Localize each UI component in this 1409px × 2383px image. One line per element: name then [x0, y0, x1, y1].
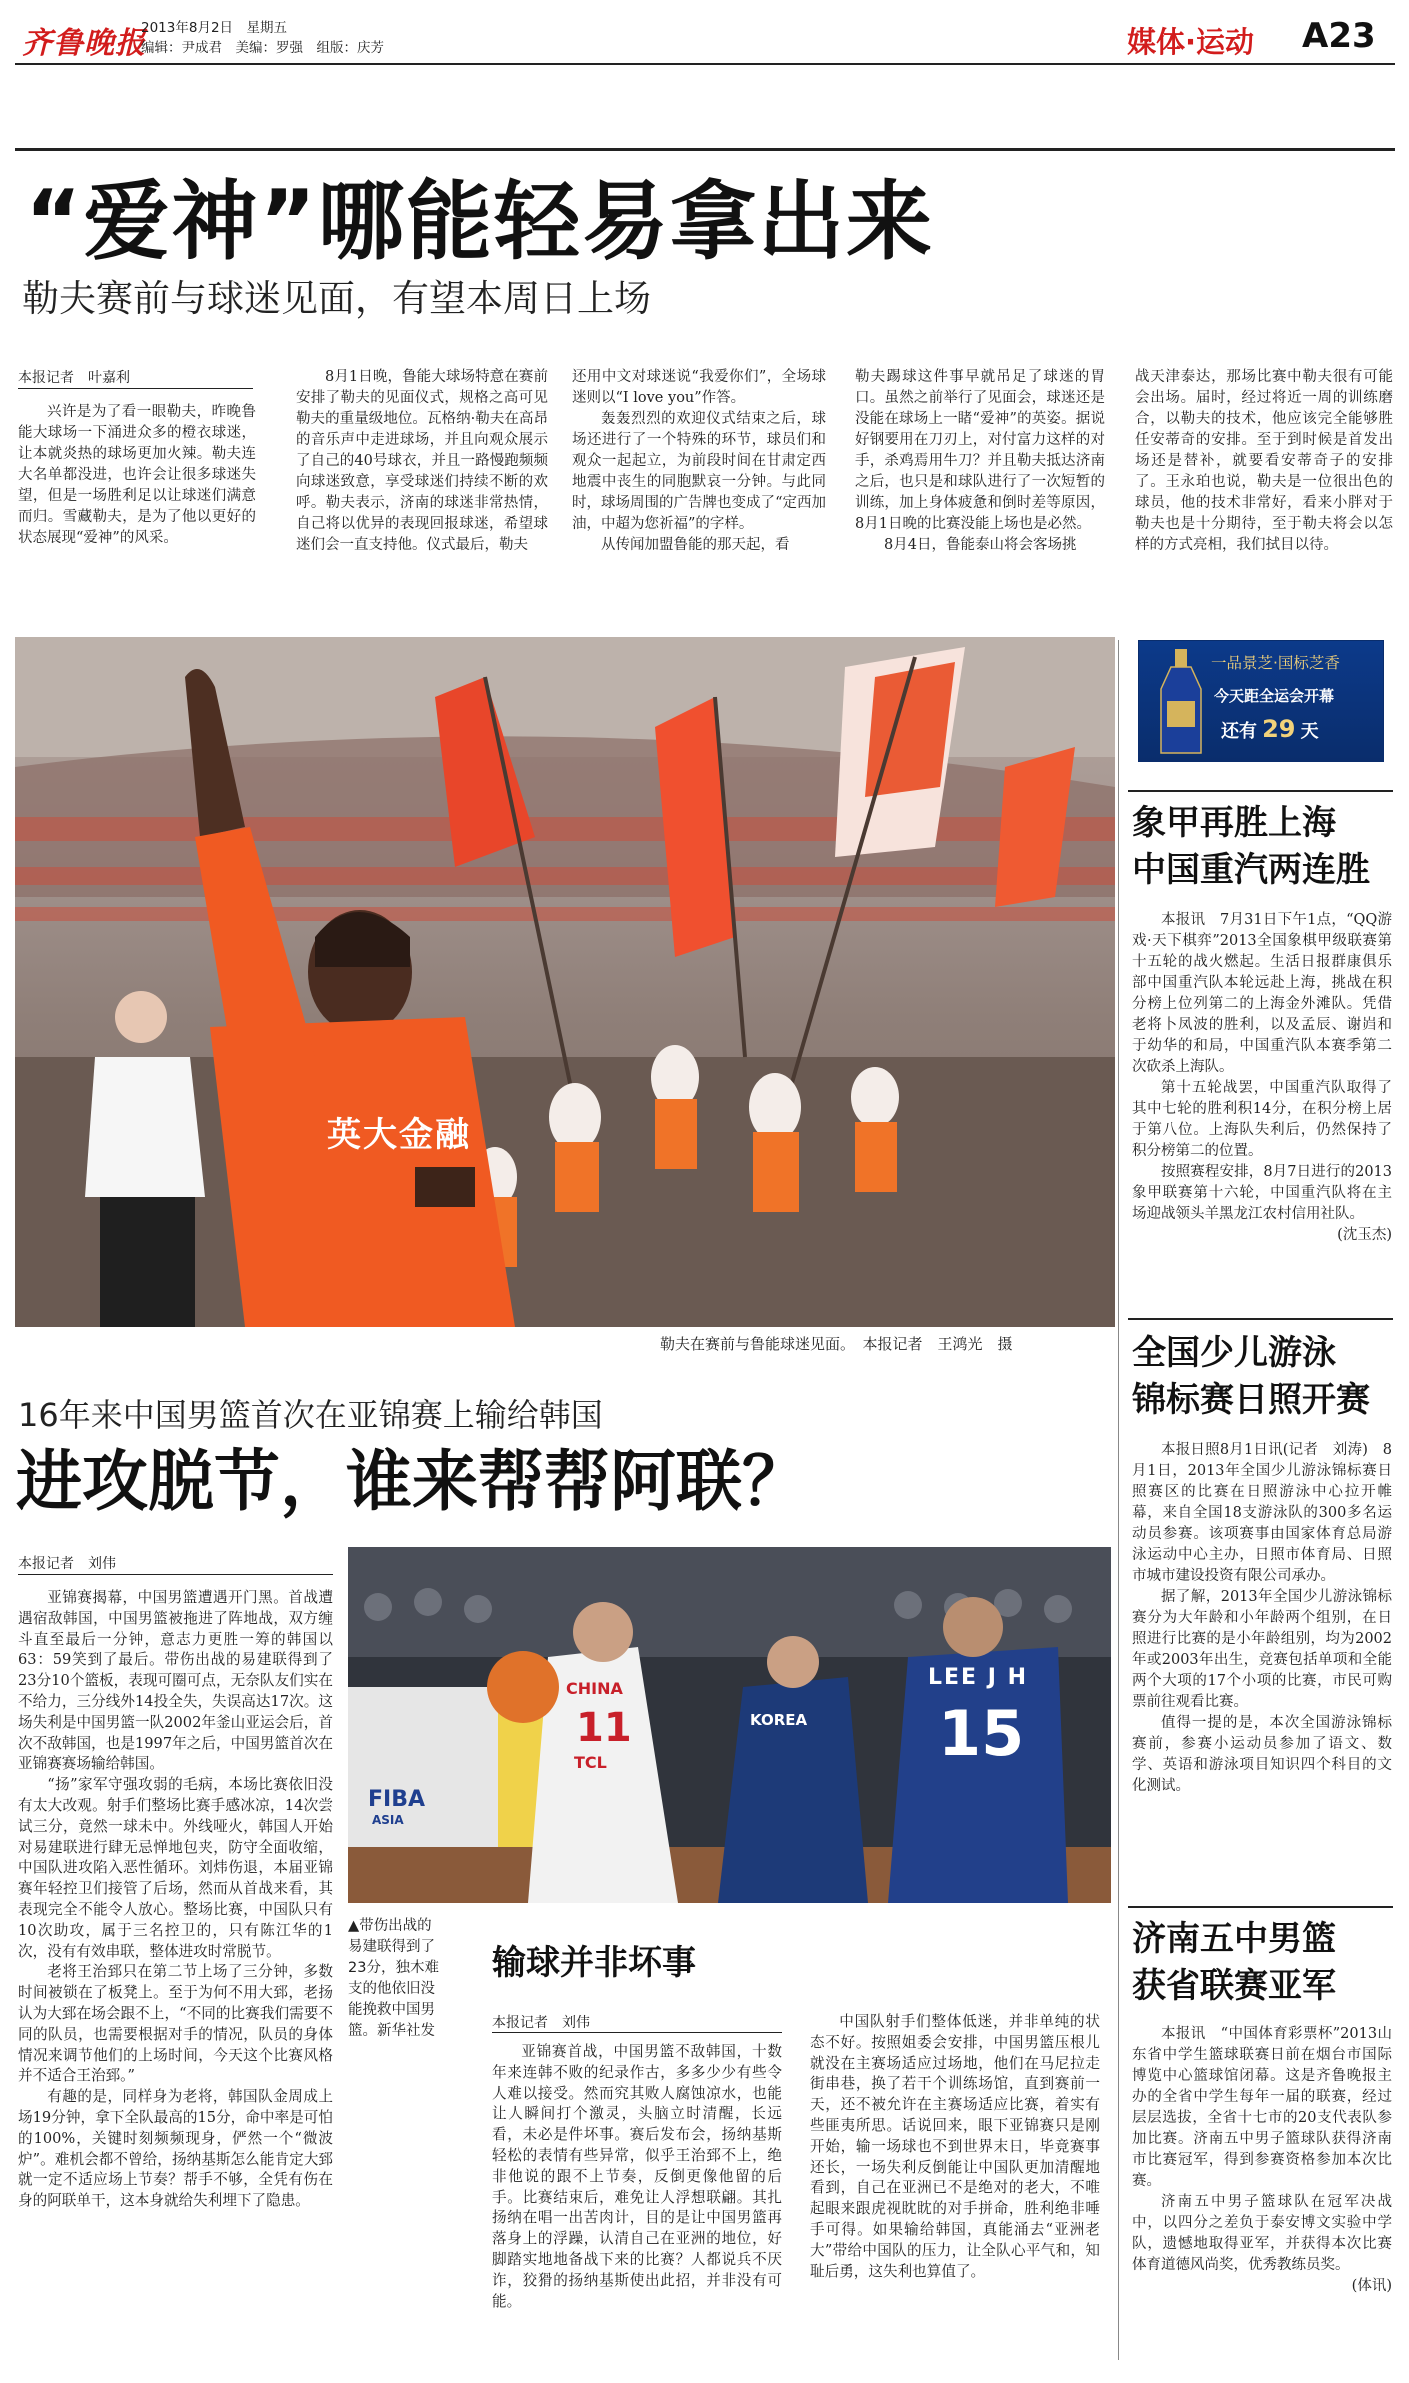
commentary-headline: 输球并非坏事: [492, 1943, 696, 1983]
sidebar-paragraph: 本报讯 7月31日下午1点，“QQ游戏·天下棋弈”2013全国象棋甲级联赛第十五轮的战火燃起。生活日报群康俱乐部中国重汽队本轮远赴上海，挑战在积分榜上位列第二的上海金外滩队。凭借老将卜凤波的胜利，以及孟辰、谢岿和于幼华的和局，中国重汽队本赛季第二次砍杀上海队。: [1132, 912, 1392, 1075]
sidebar-story: [1132, 1440, 1392, 1797]
korea-jersey-name: LEE J H: [928, 1665, 1028, 1690]
basketball-byline: 本报记者 刘伟: [18, 1556, 116, 1572]
lead-byline: 本报记者 叶嘉利: [18, 370, 130, 386]
ad-brand: 一品景芝·国标芝香: [1211, 654, 1340, 672]
lead-paragraph: 战天津泰达，那场比赛中勒夫很有可能会出场。届时，经过将近一周的训练磨合，以勒夫的技术，他应该完全能够胜任安蒂奇的安排。至于到时候是首发出场还是替补，就要看安蒂奇子的安排了。王永珀也说，勒夫是一位很出色的球员，他的技术非常好，看来小胖对于勒夫也是十分期待，至于勒夫将会以怎样的方式亮相，我们拭目以待。: [1135, 369, 1393, 553]
sidebar-story: [1132, 2024, 1392, 2297]
lead-column-4: [855, 367, 1105, 556]
korea-jersey-number: 15: [938, 1697, 1025, 1770]
basketball-photo-caption: ▲带伤出战的易建联得到了23分，独木难支的他依旧没能挽救中国男篮。新华社发: [348, 1918, 439, 2039]
jersey-sponsor-text: 英大金融: [327, 1115, 471, 1155]
basketball-paragraph: “扬”家军守强攻弱的毛病，本场比赛依旧没有太大改观。射手们整场比赛手感冰凉，14次尝试三分，竟然一球未中。外线哑火，韩国人开始对易建联进行肆无忌惮地包夹，防守全面收缩，中国队进攻陷入恶性循环。刘炜伤退，本届亚锦赛年轻控卫们接管了后场，然而从首战来看，其表现完全不能令人放心。整场比赛，中国队只有10次助攻，属于三名控卫的，只有陈江华的1次，没有有效串联，整体进攻时常脱节。: [18, 1776, 333, 1960]
sidebar-story: [1132, 910, 1392, 1246]
jersey-sponsor: TCL: [574, 1753, 607, 1772]
lead-paragraph: 兴许是为了看一眼勒夫，昨晚鲁能大球场一下涌进众多的橙衣球迷，让本就炎热的球场更加火辣。勒夫连大名单都没进，也许会让很多球迷失望，但是一场胜利足以让球迷们满意而归。雪藏勒夫，是为了他以更好的状态展现“爱神”的风采。: [18, 404, 256, 546]
ad-countdown-unit: 天: [1300, 721, 1319, 742]
sidebar-headline-line: 获省联赛亚军: [1132, 1966, 1336, 2006]
sidebar-headline: [1132, 1330, 1394, 1424]
lead-photo-caption: 勒夫在赛前与鲁能球迷见面。 本报记者 王鸿光 摄: [660, 1335, 1013, 1353]
lead-headline: “爱神”哪能轻易拿出来: [25, 172, 935, 272]
basketball-paragraph: 亚锦赛揭幕，中国男篮遭遇开门黑。首战遭遇宿敌韩国，中国男篮被拖进了阵地战，双方缠斗直至最后一分钟，意志力更胜一筹的韩国以63：59笑到了最后。带伤出战的易建联得到了23分10个篮板，表现可圈可点，无奈队友们实在不给力，三分线外14投全失，失误高达17次。这场失利是中国男篮一队2002年釜山亚运会后，首次不敌韩国，也是1997年之后，中国男篮首次在亚锦赛赛场输给韩国。: [18, 1589, 333, 1773]
ad-countdown-line: 今天距全运会开幕: [1214, 687, 1335, 705]
sidebar-rule-1: [1128, 790, 1393, 792]
basketball-byline-rule: [18, 1574, 333, 1575]
sidebar-rule-2: [1128, 1318, 1393, 1320]
basketball-headline: 进攻脱节，谁来帮帮阿联？: [16, 1443, 808, 1520]
lead-column-3: [572, 367, 826, 556]
sidebar-paragraph: 按照赛程安排，8月7日进行的2013象甲联赛第十六轮，中国重汽队将在主场迎战领头羊黑龙江农村信用社队。: [1132, 1164, 1392, 1222]
lead-paragraph: 勒夫踢球这件事早就吊足了球迷的胃口。虽然之前举行了见面会，球迷还是没能在球场上一睹“爱神”的英姿。据说好钢要用在刀刃上，对付富力这样的对手，杀鸡焉用牛刀？并且勒夫抵达济南之后，也只是和球队进行了一次短暂的训练，加上身体疲惫和倒时差等原因，8月1日晚的比赛没能上场也是必然。: [855, 369, 1105, 532]
korea-jersey-text: KOREA: [750, 1711, 808, 1729]
sidebar-paragraph: 本报讯 “中国体育彩票杯”2013山东省中学生篮球联赛日前在烟台市国际博览中心篮球馆闭幕。这是齐鲁晚报主办的全省中学生每年一届的联赛，经过层层选拔，全省十七市的20支代表队参加比赛。济南五中男子篮球队获得济南市比赛冠军，得到参赛资格参加本次比赛。: [1132, 2026, 1392, 2189]
sidebar-credit: (体讯): [1351, 2278, 1392, 2294]
advertisement: [1138, 640, 1384, 762]
basketball-photo: [348, 1547, 1111, 1903]
sidebar-paragraph: 第十五轮战罢，中国重汽队取得了其中七轮的胜利积14分，在积分榜上居于第八位。上海队失利后，仍然保持了积分榜第二的位置。: [1132, 1080, 1392, 1159]
sidebar-divider: [1118, 640, 1119, 2360]
lead-column-2: [296, 367, 548, 556]
sidebar-headline: [1132, 1916, 1394, 2010]
masthead: [0, 0, 1409, 70]
page-number: A23: [1302, 16, 1376, 56]
lead-paragraph: 轰轰烈烈的欢迎仪式结束之后，球场还进行了一个特殊的环节，球员们和观众一起起立，为前段时间在甘肃定西地震中丧生的同胞默哀一分钟。与此同时，球场周围的广告牌也变成了“定西加油，中超为您祈福”的字样。: [572, 411, 826, 532]
layout-credit: 组版：庆芳: [316, 40, 384, 56]
ad-countdown-days: 29: [1262, 715, 1296, 743]
lead-paragraph: 从传闻加盟鲁能的那天起，看: [601, 537, 790, 553]
basketball-paragraph: 有趣的是，同样身为老将，韩国队金周成上场19分钟，拿下全队最高的15分，命中率是可怕的100%，关键时刻频频现身，俨然一个“微波炉”。难机会都不曾给，扬纳基斯怎么能肯定大郅就一定不适应场上节奏？帮手不够，全凭有伤在身的阿联单干，这本身就给失利埋下了隐患。: [18, 2088, 333, 2210]
sidebar-paragraph: 据了解，2013年全国少儿游泳锦标赛分为大年龄和小年龄两个组别，在日照进行比赛的是小年龄组别，均为2002年或2003年出生，竞赛包括单项和全能两个大项的17个小项的比赛，市民可购票前往观看比赛。: [1132, 1589, 1392, 1710]
basketball-kicker: 16年来中国男篮首次在亚锦赛上输给韩国: [18, 1396, 603, 1434]
lead-byline-rule: [18, 388, 253, 389]
designer-credit: 美编：罗强: [235, 40, 303, 56]
sidebar-headline-line: 象甲再胜上海: [1132, 803, 1336, 843]
sidebar-credit: (沈玉杰): [1337, 1227, 1392, 1243]
sidebar-paragraph: 济南五中男子篮球队在冠军决战中，以四分之差负于泰安博文实验中学队，遗憾地取得亚军，并获得本次比赛体育道德风尚奖，优秀教练员奖。: [1132, 2194, 1392, 2273]
lead-paragraph: 还用中文对球迷说“我爱你们”，全场球迷则以“I love you”作答。: [572, 369, 826, 406]
sidebar-paragraph: 本报日照8月1日讯(记者 刘涛) 8月1日，2013年全国少儿游泳锦标赛日照赛区的比赛在日照游泳中心拉开帷幕，来自全国18支游泳队的300多名运动员参赛。该项赛事由国家体育总局游泳运动中心主办，日照市体育局、日照市城市建设投资有限公司承办。: [1132, 1442, 1392, 1584]
commentary-column-2: [810, 2012, 1100, 2282]
fiba-board-logo: FIBA: [368, 1787, 426, 1812]
lead-photo: [15, 637, 1115, 1327]
issue-date: 2013年8月2日: [141, 20, 234, 36]
lead-top-rule: [15, 148, 1395, 151]
china-jersey-text: CHINA: [566, 1679, 623, 1698]
issue-weekday: 星期五: [246, 20, 288, 36]
commentary-byline-rule: [492, 2032, 782, 2033]
editor-credit: 编辑：尹成君: [141, 40, 222, 56]
basketball-paragraph: 老将王治郅只在第二节上场了三分钟，多数时间被锁在了板凳上。至于为何不用大郅，老扬认为大郅在场会跟不上，“不同的比赛我们需要不同的队员，也需要根据对手的情况，队员的身体情况来调节他们的上场时间，今天这个比赛风格并不适合王治郅。”: [18, 1963, 333, 2085]
masthead-info: [141, 18, 384, 58]
lead-column-1: [18, 402, 256, 549]
lead-column-5: [1135, 367, 1393, 556]
lead-paragraph: 8月4日，鲁能泰山将会客场挑: [884, 537, 1077, 553]
section-name: 媒体·运动: [1127, 25, 1255, 59]
lead-paragraph: 8月1日晚，鲁能大球场特意在赛前安排了勒夫的见面仪式，规格之高可见勒夫的重量级地位。瓦格纳·勒夫在高昂的音乐声中走进球场，并且向观众展示了自己的40号球衣，并且一路慢跑频频向球迷致意，享受球迷们持续不断的欢呼。勒夫表示，济南的球迷非常热情，自己将以优异的表现回报球迷，希望球迷们会一直支持他。仪式最后，勒夫: [296, 369, 548, 553]
sidebar-headline: [1132, 800, 1394, 894]
commentary-paragraph: 亚锦赛首战，中国男篮不敌韩国，十数年来连韩不败的纪录作古，多多少少有些令人难以接受。然而究其败人腐蚀凉水，也能让人瞬间打个激灵，头脑立时清醒，长远看，未必是件坏事。赛后发布会，扬纳基斯轻松的表情有些异常，似乎王治郅不上，绝非他说的跟不上节奏，反倒更像他留的后手。比赛结束后，难免让人浮想联翩。其扎扬纳在唱一出苦肉计，目的是让中国男篮再落身上的浮躁，认清自己在亚洲的地位，好脚踏实地地备战下来的比赛？人都说兵不厌诈，狡猾的扬纳基斯使出此招，并非没有可能。: [492, 2043, 782, 2310]
liquor-bottle-image: [1157, 649, 1205, 755]
sidebar-rule-3: [1128, 1906, 1393, 1908]
lead-photo-illustration: [15, 637, 1115, 1327]
basketball-story-column: [18, 1588, 333, 2212]
sidebar-headline-line: 锦标赛日照开赛: [1132, 1380, 1370, 1420]
sidebar-headline-line: 全国少儿游泳: [1132, 1333, 1336, 1373]
sidebar-paragraph: 值得一提的是，本次全国游泳锦标赛前，参赛小运动员参加了语文、数学、英语和游泳项目知识四个科目的文化测试。: [1132, 1715, 1392, 1794]
lead-subhead: 勒夫赛前与球迷见面，有望本周日上场: [22, 277, 651, 320]
fiba-board-sub: ASIA: [372, 1813, 404, 1827]
ad-countdown-prefix: 还有: [1221, 721, 1257, 742]
newspaper-logo: 齐鲁晚报: [22, 26, 146, 61]
commentary-byline: 本报记者 刘伟: [492, 2015, 590, 2031]
ad-countdown: [1221, 715, 1319, 743]
sidebar-headline-line: 济南五中男篮: [1132, 1919, 1336, 1959]
sidebar-headline-line: 中国重汽两连胜: [1132, 850, 1370, 890]
commentary-column-1: [492, 2042, 782, 2312]
china-jersey-number: 11: [576, 1705, 632, 1751]
masthead-rule: [15, 63, 1395, 65]
commentary-paragraph: 中国队射手们整体低迷，并非单纯的状态不好。按照姐委会安排，中国男篮压根儿就没在主赛场适应过场地，他们在马尼拉走街串巷，换了若干个训练场馆，直到赛前一天，还不被允许在主赛场适应比赛，着实有些匪夷所思。话说回来，眼下亚锦赛只是刚开始，输一场球也不到世界末日，毕竟赛事还长，一场失利反倒能让中国队更加清醒地看到，自己在亚洲已不是绝对的老大，不唯起眼来跟虎视眈眈的对手拼命，胜利绝非唾手可得。如果输给韩国，真能涌去“亚洲老大”带给中国队的压力，让全队心平气和，知耻后勇，这失利也算值了。: [810, 2013, 1100, 2280]
